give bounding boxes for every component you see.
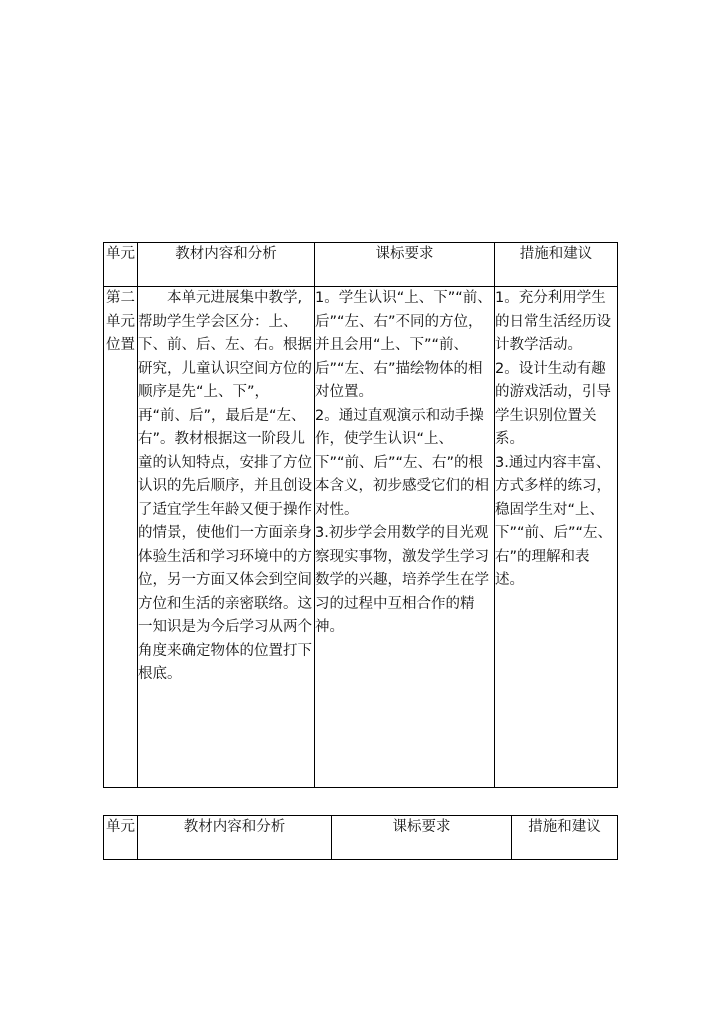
unit-plan-table-2 <box>103 815 618 860</box>
header-requirements: 课标要求 <box>315 243 495 287</box>
requirements-cell: 1。学生认识“上、下”“前、后”“左、右”不同的方位，并且会用“上、下”“前、后”“左、右”描绘物体的相对位置。 2。通过直观演示和动手操作，使学生认识“上、下”“前、后”“左、右”的根本含义，初步感受它们的相对性。 3.初步学会用数学的目光观察现实事物，激发学生学习数学的兴趣，培养学生在学习的过程中互相合作的精神。 <box>315 287 495 788</box>
header-requirements: 课标要求 <box>332 816 512 860</box>
header-analysis: 教材内容和分析 <box>138 816 332 860</box>
analysis-cell: 本单元进展集中教学,帮助学生学会区分：上、下、前、后、左、右。根据研究，儿童认识空间方位的顺序是先“上、下”，再“前、后”，最后是“左、右”。教材根据这一阶段儿童的认知特点，安排了方位认识的先后顺序，并且创设了适宜学生年龄又便于操作的情景，使他们一方面亲身体验生活和学习环境中的方位，另一方面又体会到空间方位和生活的亲密联络。这一知识是为今后学习从两个角度来确定物体的位置打下根底。 <box>138 287 315 788</box>
header-suggestions: 措施和建议 <box>495 243 618 287</box>
table-header-row <box>104 816 618 860</box>
header-analysis: 教材内容和分析 <box>138 243 315 287</box>
suggestions-cell: 1。充分利用学生的日常生活经历设计教学活动。 2。设计生动有趣的游戏活动，引导学生识别位置关系。 3.通过内容丰富、方式多样的练习，稳固学生对“上、下”“前、后”“左、右”的理解和表述。 <box>495 287 618 788</box>
unit-plan-table <box>103 242 618 788</box>
header-unit: 单元 <box>104 243 138 287</box>
header-unit: 单元 <box>104 816 138 860</box>
header-suggestions: 措施和建议 <box>512 816 618 860</box>
table-header-row <box>104 243 618 287</box>
table-row <box>104 287 618 788</box>
unit-name-cell: 第二单元位置 <box>104 287 138 788</box>
